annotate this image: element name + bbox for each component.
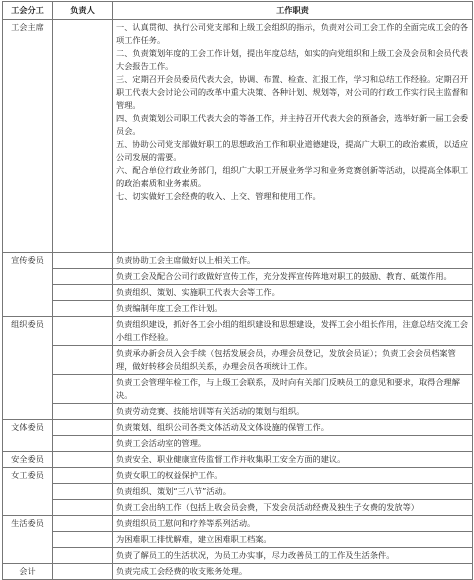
person-cell — [53, 452, 113, 468]
person-cell — [53, 20, 113, 253]
person-cell — [53, 500, 113, 516]
duty-cell: 负责组织员工慰问和疗养等系列活动。 — [113, 516, 473, 532]
person-cell — [53, 532, 113, 548]
duty-line: 三、定期召开会员委员代表大会，协调、布置、检查、汇报工作，学习和总结工作经验。定期召开职工代表大会讨论公司的改革中重大决策、各种计划、规划等，对公司的行政工作实行民主监督和管理。 — [116, 74, 469, 110]
duty-line: 四、负责策划公司职工代表大会的等备工作，并主持召开代表大会的预备会，选举好新一届工会委员会。 — [116, 113, 469, 136]
duty-line: 五、协助公司党支部做好职工的思想政治工作和职业道德建设，提高广大职工的政治素质，以适应公司发展的需要。 — [116, 139, 469, 162]
person-cell — [53, 516, 113, 532]
table-row — [3, 532, 473, 548]
role-cell: 组织委员 — [3, 317, 53, 420]
table-row — [3, 317, 473, 346]
duty-cell: 负责策划、组织公司各类文体活动及文体设施的保管工作。 — [113, 420, 473, 436]
table-row — [3, 436, 473, 452]
table-row — [3, 253, 473, 269]
duty-cell: 负责承办新会员入会手续（包括发展会员，办理会员登记，发放会员证）；负责工会会员档案管理，做好转移会员组织关系，办理会员各项统计工作。 — [113, 346, 473, 375]
duty-line: 一、认真贯彻、执行公司党支部和上级工会组织的指示，负责对公司工会工作的全面完成工会的各项工作任务。 — [116, 22, 469, 45]
duty-line: 七、切实做好工会经费的收入、上交、管理和使用工作。 — [116, 191, 321, 201]
role-cell: 女工委员 — [3, 468, 53, 516]
duty-cell: 负责组织、策划“三八节”活动。 — [113, 484, 473, 500]
role-cell: 安全委员 — [3, 452, 53, 468]
header-duties: 工作职责 — [113, 2, 473, 20]
role-cell: 宣传委员 — [3, 253, 53, 317]
role-cell: 生活委员 — [3, 516, 53, 564]
table-row — [3, 452, 473, 468]
table-row — [3, 484, 473, 500]
table-row — [3, 285, 473, 301]
table-row — [3, 420, 473, 436]
role-cell: 工会主席 — [3, 20, 53, 253]
duty-cell: 负责劳动竞赛、技能培训等有关活动的策划与组织。 — [113, 404, 473, 420]
person-cell — [53, 346, 113, 375]
duty-cell: 负责了解员工的生活状况，为员工办实事，尽力改善员工的工作及生活条件。 — [113, 548, 473, 564]
table-row — [3, 404, 473, 420]
duty-cell: 负责工会活动室的管理。 — [113, 436, 473, 452]
duty-cell: 负责完成工会经费的收支账务处理。 — [113, 564, 473, 580]
table-row — [3, 20, 473, 253]
person-cell — [53, 404, 113, 420]
person-cell — [53, 285, 113, 301]
header-division: 工会分工 — [3, 2, 53, 20]
person-cell — [53, 317, 113, 346]
duty-cell: 负责编制年度工会工作计划。 — [113, 301, 473, 317]
duty-cell: 负责女职工的权益保护工作。 — [113, 468, 473, 484]
duty-line: 二、负责策划年度的工会工作计划，提出年度总结，如实的向党组织和上级工会及会员和会员代表大会报告工作。 — [116, 48, 469, 71]
duty-cell — [113, 20, 473, 253]
duty-cell: 负责组织、策划、实施职工代表大会等工作。 — [113, 285, 473, 301]
table-row — [3, 269, 473, 285]
person-cell — [53, 375, 113, 404]
table-row — [3, 564, 473, 580]
person-cell — [53, 484, 113, 500]
duty-cell: 为困难职工排忧解难，建立困难职工档案。 — [113, 532, 473, 548]
duty-cell: 负责工会及配合公司行政做好宣传工作，充分发挥宣传阵地对职工的鼓励、教育、砥策作用。 — [113, 269, 473, 285]
header-row — [3, 2, 473, 20]
person-cell — [53, 253, 113, 269]
person-cell — [53, 468, 113, 484]
duty-cell: 负责安全、职业健康宣传监督工作并收集职工安全方面的建议。 — [113, 452, 473, 468]
person-cell — [53, 548, 113, 564]
person-cell — [53, 301, 113, 317]
person-cell — [53, 269, 113, 285]
table-row — [3, 500, 473, 516]
duty-cell: 负责协助工会主席做好以上相关工作。 — [113, 253, 473, 269]
role-cell: 文体委员 — [3, 420, 53, 452]
duty-cell: 负责工会管理年检工作，与上级工会联系，及时向有关部门反映员工的意见和要求，取得合理解决。 — [113, 375, 473, 404]
duty-table — [2, 1, 473, 580]
person-cell — [53, 436, 113, 452]
table-row — [3, 548, 473, 564]
person-cell — [53, 564, 113, 580]
table-row — [3, 468, 473, 484]
duty-cell: 负责工会出纳工作（包括上收会员会费，下发会员活动经费及独生子女费的发放等） — [113, 500, 473, 516]
duty-cell: 负责组织建设，抓好各工会小组的组织建设和思想建设，发挥工会小组长作用，注意总结交流工会小组工作经验。 — [113, 317, 473, 346]
table-row — [3, 516, 473, 532]
role-cell: 会计 — [3, 564, 53, 580]
table-row — [3, 346, 473, 375]
header-person: 负责人 — [53, 2, 113, 20]
duty-line: 六、配合单位行政业务部门，组织广大职工开展业务学习和业务竞赛创新等活动，以提高全体职工的政治素质和业务素质。 — [116, 165, 469, 188]
table-row — [3, 375, 473, 404]
table-row — [3, 301, 473, 317]
person-cell — [53, 420, 113, 436]
